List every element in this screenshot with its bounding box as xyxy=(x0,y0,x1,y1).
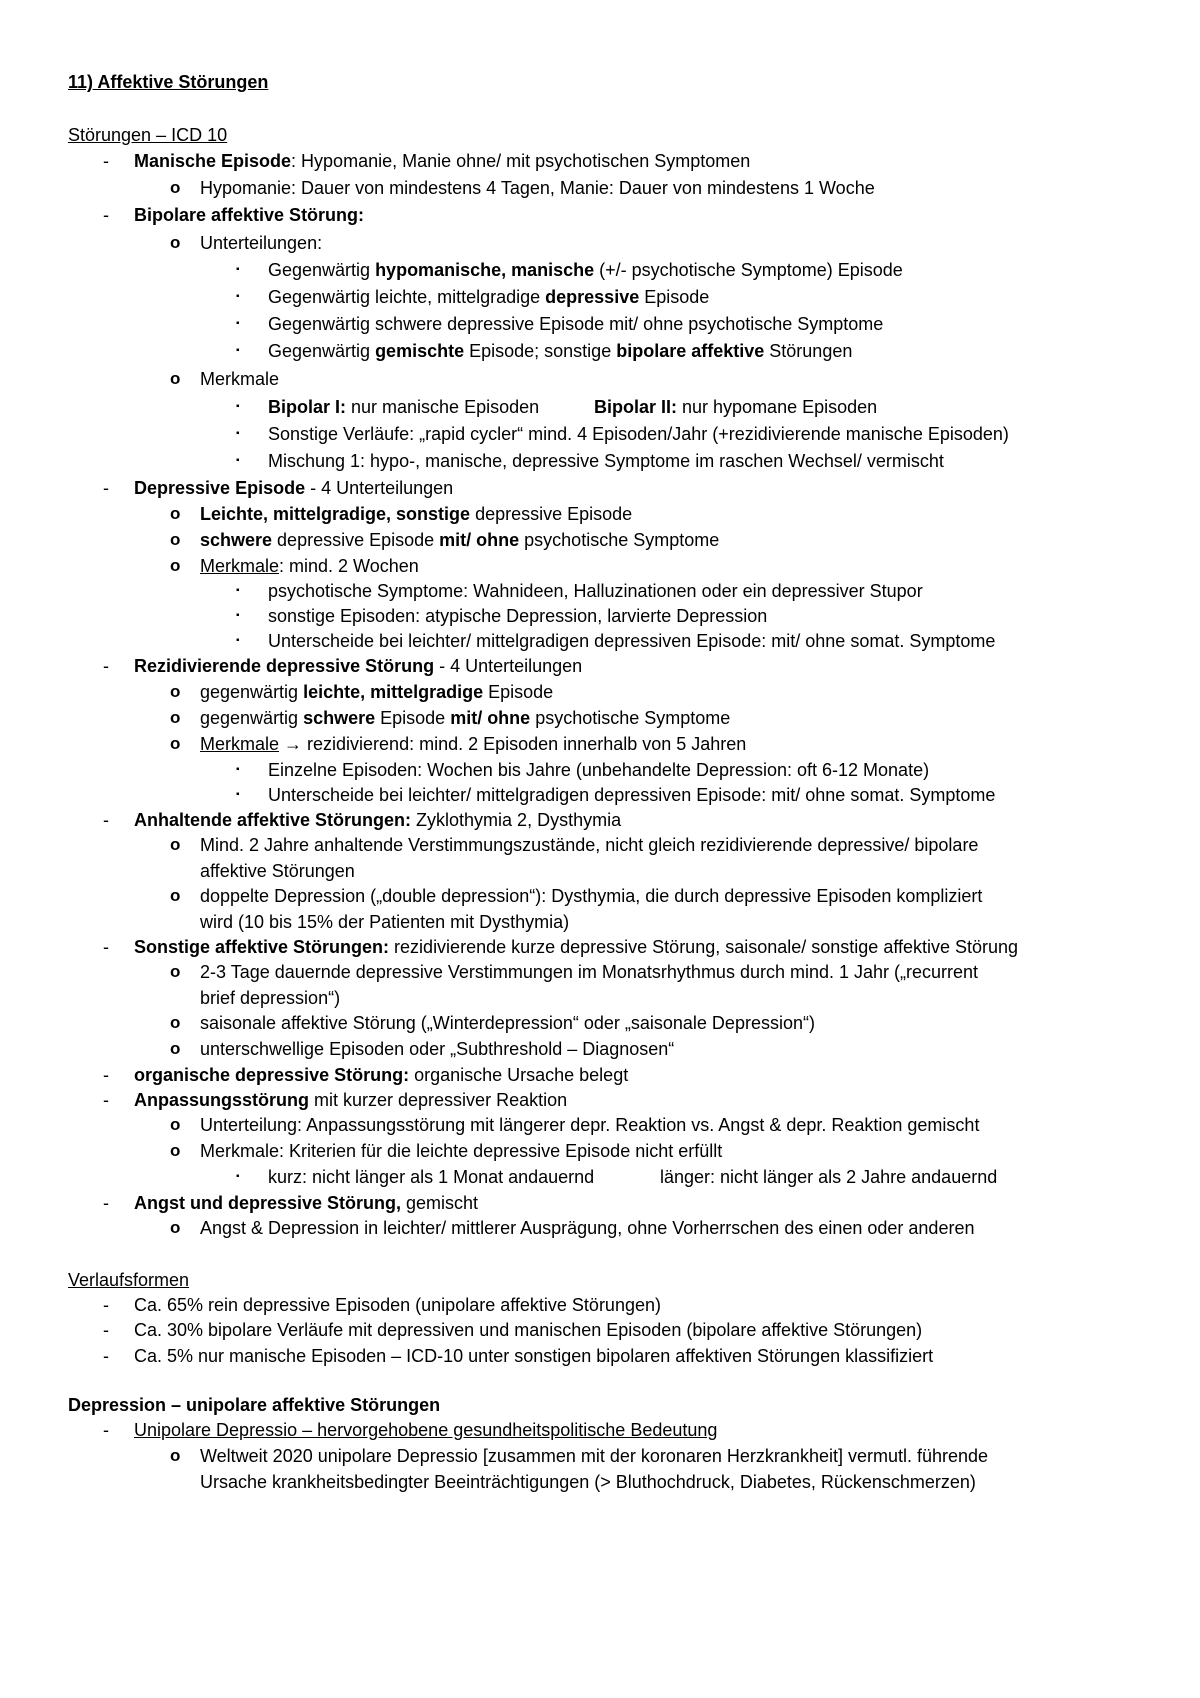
list-item-verlauf-30: Ca. 30% bipolare Verläufe mit depressiven und manischen Episoden (bipolare affektive Störungen) xyxy=(134,1320,923,1340)
sub-item-verstimmung: Mind. 2 Jahre anhaltende Verstimmungszustände, nicht gleich rezidivierende depressive/ bipolare xyxy=(200,835,979,855)
dash-bullet: - xyxy=(103,1065,109,1085)
bullet-item-hypomanisch: Gegenwärtig hypomanische, manische (+/- psychotische Symptome) Episode xyxy=(268,260,903,280)
circle-bullet: o xyxy=(170,178,181,197)
dash-bullet: - xyxy=(103,1346,109,1366)
bullet-item-kurz: kurz: nicht länger als 1 Monat andauernd xyxy=(268,1167,595,1187)
list-item-verlauf-65: Ca. 65% rein depressive Episoden (unipolare affektive Störungen) xyxy=(134,1295,661,1315)
circle-bullet: o xyxy=(170,556,181,575)
dash-bullet: - xyxy=(103,1420,109,1440)
dash-bullet: - xyxy=(103,1320,109,1340)
circle-bullet: o xyxy=(170,734,181,753)
list-item-sonstige: Sonstige affektive Störungen: rezidivierende kurze depressive Störung, saisonale/ sonstige affektive Störung xyxy=(134,937,1019,957)
dash-bullet: - xyxy=(103,656,109,676)
circle-bullet: o xyxy=(170,530,181,549)
dash-bullet: - xyxy=(103,1295,109,1315)
sub-item-unterteilung-anpassung: Unterteilung: Anpassungsstörung mit längerer depr. Reaktion vs. Angst & depr. Reaktion gemischt xyxy=(200,1115,980,1135)
circle-bullet: o xyxy=(170,1446,181,1465)
square-bullet: ▪ xyxy=(236,455,240,466)
sub-item-double-depression: doppelte Depression („double depression“): Dysthymia, die durch depressive Episoden kompliziert xyxy=(200,886,983,906)
square-bullet: ▪ xyxy=(236,585,240,596)
list-item-anhaltende: Anhaltende affektive Störungen: Zyklothymia 2, Dysthymia xyxy=(134,810,622,830)
bullet-item-mischung: Mischung 1: hypo-, manische, depressive Symptome im raschen Wechsel/ vermischt xyxy=(268,451,944,471)
bullet-item-einzelne-episoden: Einzelne Episoden: Wochen bis Jahre (unbehandelte Depression: oft 6-12 Monate) xyxy=(268,760,930,780)
list-item-angst: Angst und depressive Störung, gemischt xyxy=(134,1193,479,1213)
list-item-bipolare-stoerung: Bipolare affektive Störung: xyxy=(134,205,365,225)
dash-bullet: - xyxy=(103,1193,109,1213)
circle-bullet: o xyxy=(170,1013,181,1032)
sub-item-recurrent-cont: brief depression“) xyxy=(200,988,341,1008)
section-heading-depression: Depression – unipolare affektive Störungen xyxy=(68,1395,441,1415)
list-item-manische-episode: Manische Episode: Hypomanie, Manie ohne/ mit psychotischen Symptomen xyxy=(134,151,751,171)
bullet-item-psychotisch: psychotische Symptome: Wahnideen, Halluzinationen oder ein depressiver Stupor xyxy=(268,581,923,601)
square-bullet: ▪ xyxy=(236,345,240,356)
sub-item-dauer: Hypomanie: Dauer von mindestens 4 Tagen, Manie: Dauer von mindestens 1 Woche xyxy=(200,178,875,198)
sub-item-gegenwaertig-leicht: gegenwärtig leichte, mittelgradige Episode xyxy=(200,682,554,702)
square-bullet: ▪ xyxy=(236,764,240,775)
square-bullet: ▪ xyxy=(236,401,240,412)
circle-bullet: o xyxy=(170,682,181,701)
dash-bullet: - xyxy=(103,151,109,171)
sub-item-weltweit: Weltweit 2020 unipolare Depressio [zusammen mit der koronaren Herzkrankheit] vermutl. führende xyxy=(200,1446,989,1466)
sub-item-unterteilungen: Unterteilungen: xyxy=(200,233,323,253)
bullet-item-gemischt: Gegenwärtig gemischte Episode; sonstige bipolare affektive Störungen xyxy=(268,341,853,361)
list-item-rezidivierende: Rezidivierende depressive Störung - 4 Unterteilungen xyxy=(134,656,583,676)
sub-item-schwere: schwere depressive Episode mit/ ohne psychotische Symptome xyxy=(200,530,720,550)
list-item-verlauf-5: Ca. 5% nur manische Episoden – ICD-10 unter sonstigen bipolaren affektiven Störungen klassifiziert xyxy=(134,1346,934,1366)
sub-item-verstimmung-cont: affektive Störungen xyxy=(200,861,355,881)
dash-bullet: - xyxy=(103,810,109,830)
bullet-item-rapid-cycler: Sonstige Verläufe: „rapid cycler“ mind. 4 Episoden/Jahr (+rezidivierende manische Episoden) xyxy=(268,424,1009,444)
document-title: 11) Affektive Störungen xyxy=(68,72,269,92)
arrow-right-icon: → xyxy=(284,734,303,754)
square-bullet: ▪ xyxy=(236,610,240,621)
circle-bullet: o xyxy=(170,962,181,981)
bullet-item-sonstige-episoden: sonstige Episoden: atypische Depression, larvierte Depression xyxy=(268,606,768,626)
dash-bullet: - xyxy=(103,205,109,225)
sub-item-merkmale: Merkmale xyxy=(200,369,280,389)
sub-item-recurrent: 2-3 Tage dauernde depressive Verstimmungen im Monatsrhythmus durch mind. 1 Jahr („recurrent xyxy=(200,962,979,982)
bullet-item-bipolar-1: Bipolar I: nur manische Episoden xyxy=(268,397,540,417)
square-bullet: ▪ xyxy=(236,291,240,302)
sub-item-leichte: Leichte, mittelgradige, sonstige depressive Episode xyxy=(200,504,633,524)
circle-bullet: o xyxy=(170,1141,181,1160)
list-item-unipolare-depressio: Unipolare Depressio – hervorgehobene gesundheitspolitische Bedeutung xyxy=(134,1420,718,1440)
sub-item-gegenwaertig-schwer: gegenwärtig schwere Episode mit/ ohne psychotische Symptome xyxy=(200,708,731,728)
square-bullet: ▪ xyxy=(236,264,240,275)
sub-item-weltweit-cont: Ursache krankheitsbedingter Beeinträchtigungen (> Bluthochdruck, Diabetes, Rückenschmerzen) xyxy=(200,1472,976,1492)
circle-bullet: o xyxy=(170,1039,181,1058)
square-bullet: ▪ xyxy=(236,428,240,439)
bullet-item-bipolar-2: Bipolar II: nur hypomane Episoden xyxy=(594,397,878,417)
sub-item-subthreshold: unterschwellige Episoden oder „Subthreshold – Diagnosen“ xyxy=(200,1039,675,1059)
dash-bullet: - xyxy=(103,937,109,957)
circle-bullet: o xyxy=(170,708,181,727)
square-bullet: ▪ xyxy=(236,318,240,329)
circle-bullet: o xyxy=(170,1115,181,1134)
sub-item-merkmale-depressiv: Merkmale: mind. 2 Wochen xyxy=(200,556,419,576)
sub-item-merkmale-anpassung: Merkmale: Kriterien für die leichte depressive Episode nicht erfüllt xyxy=(200,1141,723,1161)
circle-bullet: o xyxy=(170,504,181,523)
square-bullet: ▪ xyxy=(236,635,240,646)
section-heading-icd: Störungen – ICD 10 xyxy=(68,125,228,145)
section-heading-verlaufsformen: Verlaufsformen xyxy=(68,1270,190,1290)
list-item-anpassung: Anpassungsstörung mit kurzer depressiver Reaktion xyxy=(134,1090,568,1110)
circle-bullet: o xyxy=(170,369,181,388)
circle-bullet: o xyxy=(170,1218,181,1237)
bullet-item-unterscheide-rezidiv: Unterscheide bei leichter/ mittelgradigen depressiven Episode: mit/ ohne somat. Symptome xyxy=(268,785,996,805)
list-item-organisch: organische depressive Störung: organische Ursache belegt xyxy=(134,1065,629,1085)
dash-bullet: - xyxy=(103,478,109,498)
sub-item-merkmale-rezidiv: Merkmale → rezidivierend: mind. 2 Episoden innerhalb von 5 Jahren xyxy=(200,734,747,754)
bullet-item-depressiv: Gegenwärtig leichte, mittelgradige depressive Episode xyxy=(268,287,710,307)
circle-bullet: o xyxy=(170,233,181,252)
sub-item-angst-depression: Angst & Depression in leichter/ mittlerer Ausprägung, ohne Vorherrschen des einen oder anderen xyxy=(200,1218,975,1238)
bullet-item-laenger: länger: nicht länger als 2 Jahre andauernd xyxy=(660,1167,998,1187)
bullet-item-schwer: Gegenwärtig schwere depressive Episode mit/ ohne psychotische Symptome xyxy=(268,314,884,334)
dash-bullet: - xyxy=(103,1090,109,1110)
circle-bullet: o xyxy=(170,886,181,905)
list-item-depressive-episode: Depressive Episode - 4 Unterteilungen xyxy=(134,478,454,498)
sub-item-saisonal: saisonale affektive Störung („Winterdepression“ oder „saisonale Depression“) xyxy=(200,1013,815,1033)
circle-bullet: o xyxy=(170,835,181,854)
bullet-item-unterscheide: Unterscheide bei leichter/ mittelgradigen depressiven Episode: mit/ ohne somat. Symptome xyxy=(268,631,996,651)
square-bullet: ▪ xyxy=(236,789,240,800)
square-bullet: ▪ xyxy=(236,1171,240,1182)
sub-item-double-depression-cont: wird (10 bis 15% der Patienten mit Dysthymia) xyxy=(200,912,570,932)
